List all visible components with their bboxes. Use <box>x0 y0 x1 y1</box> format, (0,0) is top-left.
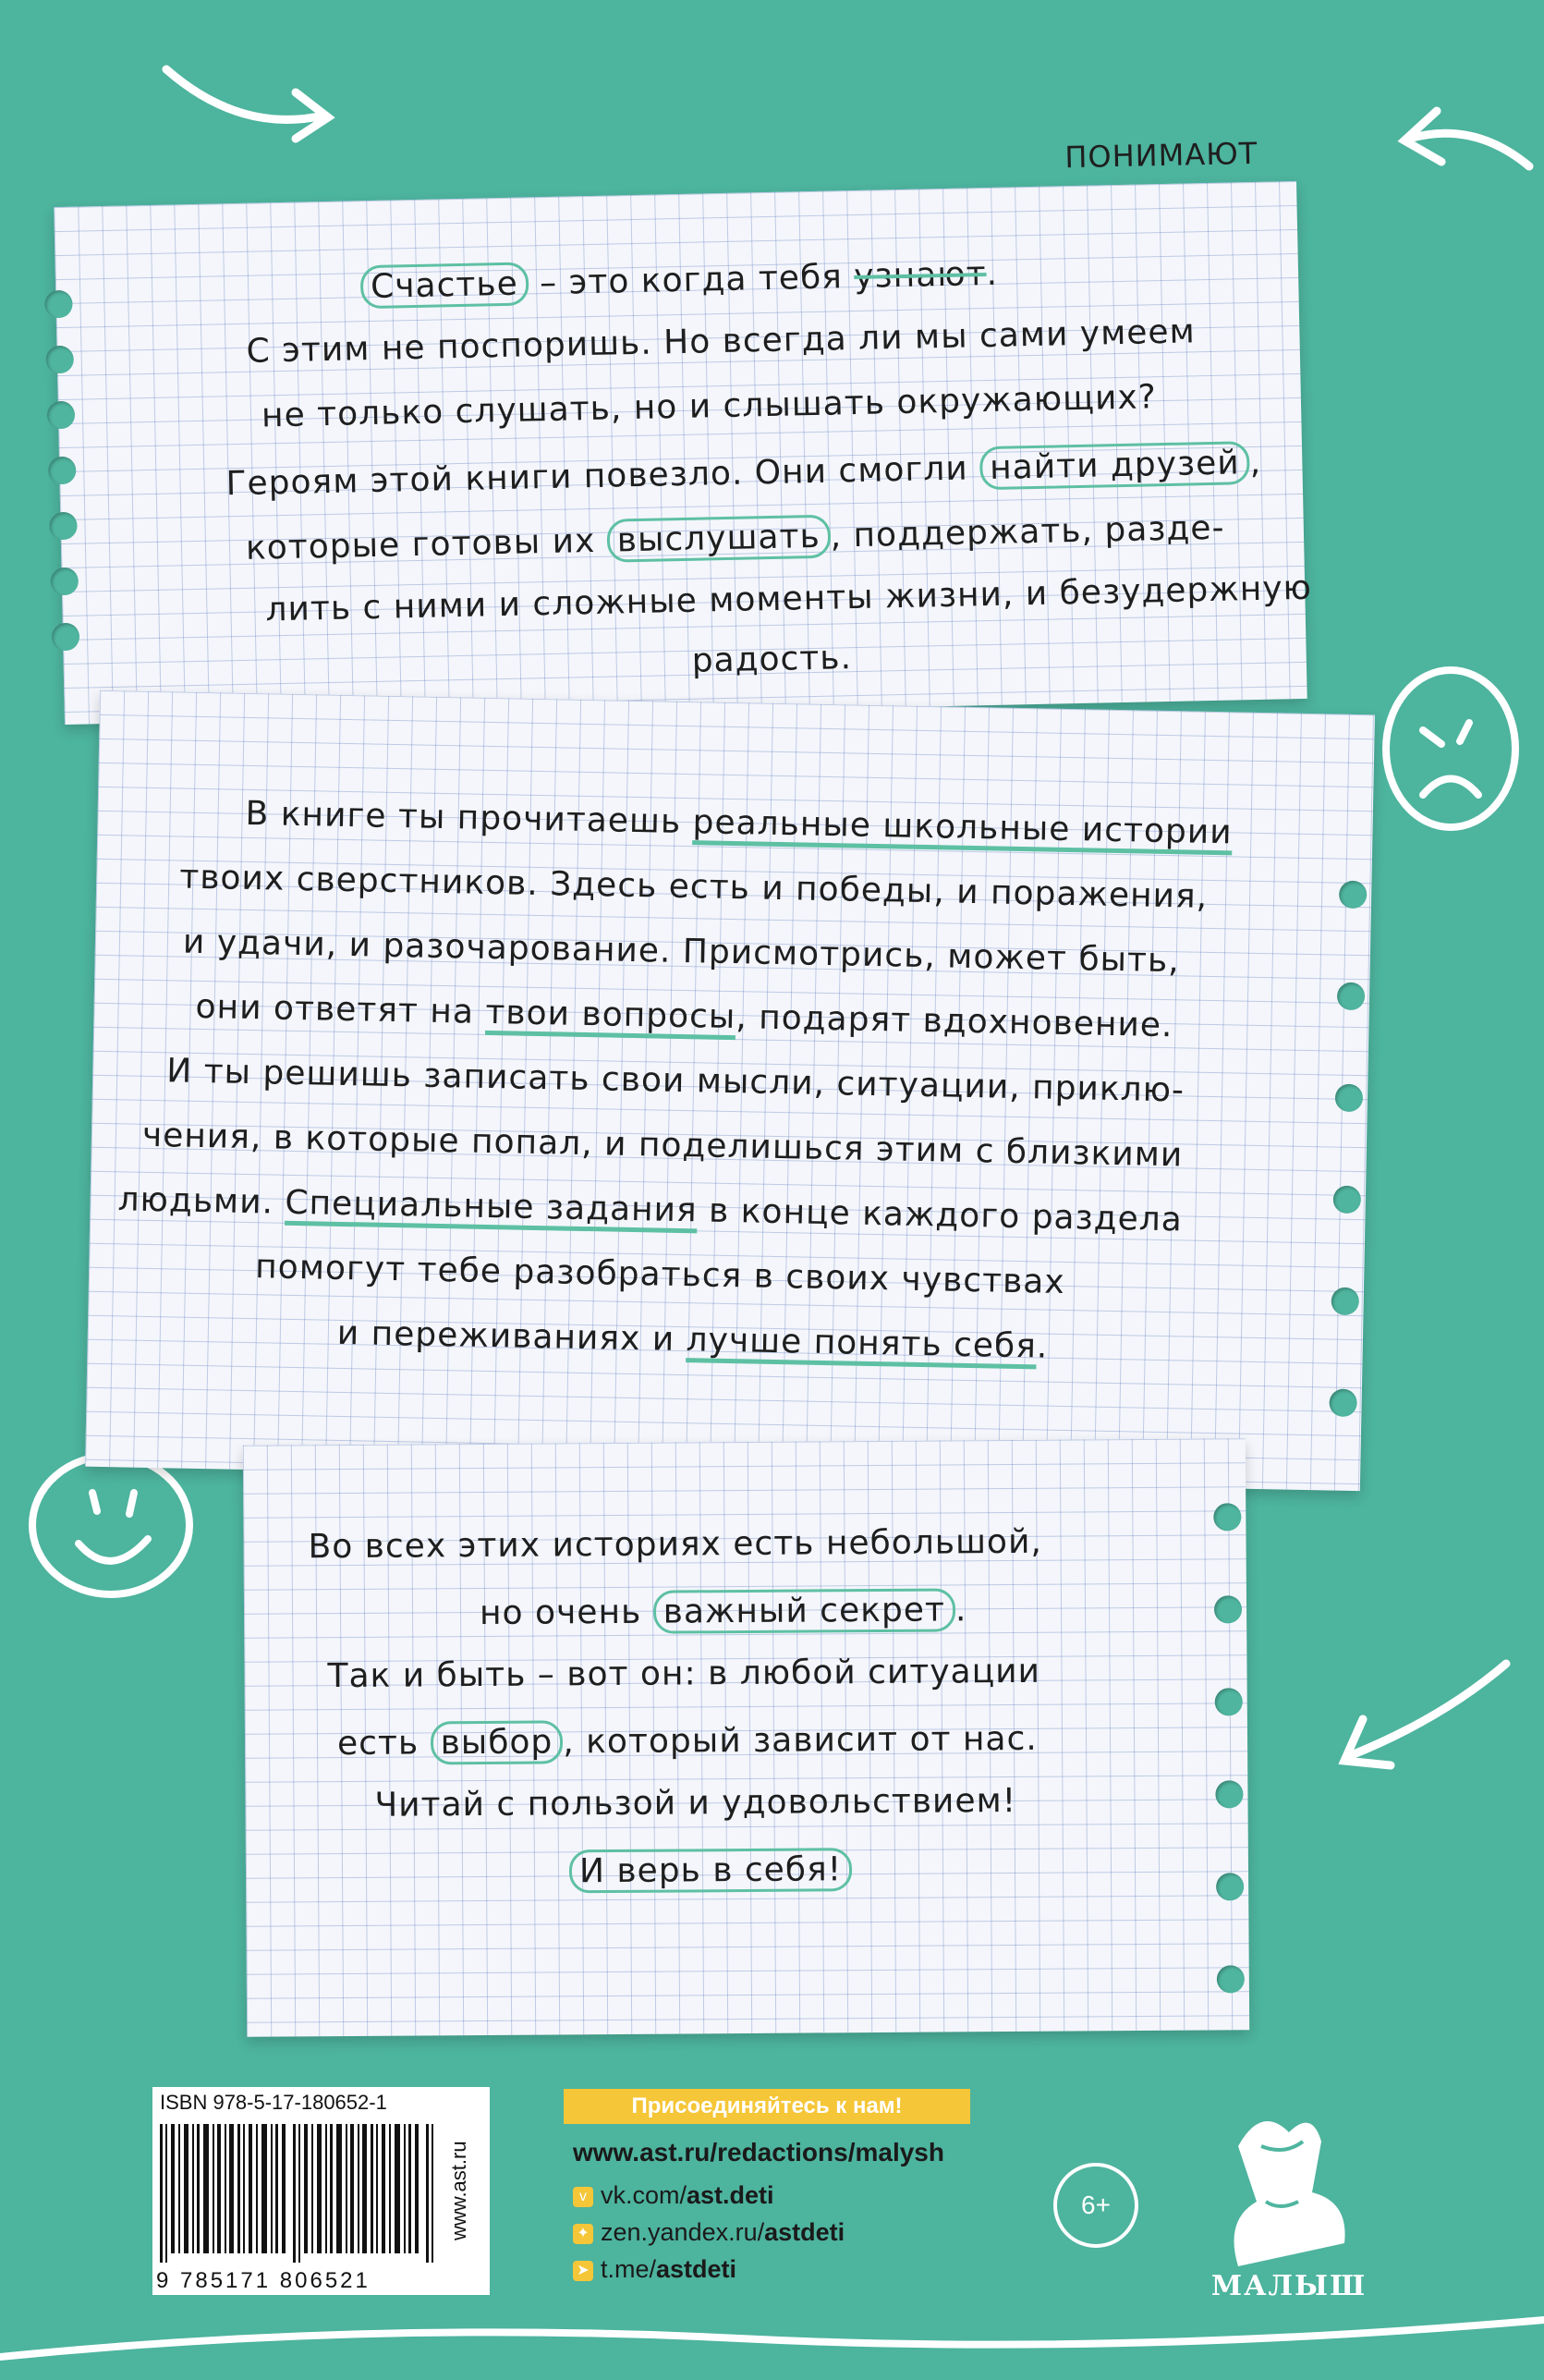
note2-line-9: и переживаниях и лучше понять себя. <box>336 1313 1049 1366</box>
note1-line-2: С этим не поспоришь. Но всегда ли мы сами умеем <box>246 312 1197 371</box>
publisher-site-link[interactable]: www.ast.ru/redactions/malysh <box>573 2138 944 2166</box>
note3-line-4: есть выбор , который зависит от нас. <box>337 1717 1038 1765</box>
note3-line-6 <box>569 1848 852 1893</box>
note3-line-1: Во всех этих историях есть небольшой, <box>308 1522 1042 1567</box>
note2-line-4: они ответят на твои вопросы, подарят вдохновение. <box>195 987 1173 1045</box>
telegram-icon: ➤ <box>573 2261 593 2281</box>
paper-note-secret <box>243 1438 1249 2037</box>
note3-line-2: но очень важный секрет . <box>480 1588 967 1635</box>
note1-line-6: лить с ними и сложные моменты жизни, и безудержную <box>265 568 1313 629</box>
note1-line-7: радость. <box>691 639 853 680</box>
note2-line-3: и удачи, и разочарование. Присмотрись, может быть, <box>182 922 1181 981</box>
underline-real-stories: реальные школьные истории <box>692 803 1234 852</box>
paper-note-happiness <box>54 135 1313 725</box>
chalk-arrow-top-left <box>157 51 342 153</box>
note1-line-4: Героям этой книги повезло. Они смогли найти друзей , <box>225 441 1261 506</box>
publisher-logo-icon <box>1173 2091 1404 2294</box>
struck-word: узнают <box>853 255 987 297</box>
age-rating-badge: 6+ <box>1053 2163 1138 2248</box>
note2-line-6: чения, в которые попал, и поделишься этим с близкими <box>141 1116 1184 1175</box>
join-us-badge: Присоединяйтесь к нам! <box>564 2089 970 2124</box>
publisher-site-vertical: www.ast.ru <box>447 2141 470 2241</box>
social-link-zen[interactable]: ✦ zen.yandex.ru/astdeti <box>573 2218 845 2247</box>
note2-line-1: В книге ты прочитаешь реальные школьные истории <box>245 794 1234 852</box>
zen-icon: ✦ <box>573 2224 593 2244</box>
correction-word: ПОНИМАЮТ <box>1064 135 1258 176</box>
barcode-digits: 9 785171 806521 <box>156 2268 371 2293</box>
chalk-arrow-bottom-right <box>1321 1645 1525 1784</box>
highlight-choice: выбор <box>430 1720 563 1764</box>
chalk-sad-face-icon <box>1368 656 1534 841</box>
paper-note-stories <box>85 690 1375 1491</box>
barcode-icon <box>160 2124 437 2263</box>
note2-line-2: твоих сверстников. Здесь есть и победы, и поражения, <box>178 858 1209 916</box>
note2-line-5: И ты решишь записать свои мысли, ситуации, приклю- <box>165 1052 1185 1110</box>
underline-understand-self: лучше понять себя <box>686 1321 1038 1366</box>
publisher-logo-text: МАЛЫШ <box>1210 2270 1368 2302</box>
note3-line-5: Читай с пользой и удовольствием! <box>374 1781 1017 1825</box>
note1-line-5: которые готовы их выслушать , поддержать, разде- <box>245 508 1225 568</box>
note1-line-1: Счастье – это когда тебя узнают. <box>360 252 999 309</box>
isbn-barcode-block <box>152 2087 490 2295</box>
social-link-vk[interactable]: v vk.com/ast.deti <box>573 2181 774 2210</box>
note2-line-8: помогут тебе разобраться в своих чувствах <box>254 1248 1066 1301</box>
social-link-telegram[interactable]: ➤ t.me/astdeti <box>573 2255 736 2284</box>
chalk-arrow-top-right <box>1391 102 1538 185</box>
underline-special-tasks: Специальные задания <box>285 1183 699 1230</box>
highlight-find-friends: найти друзей <box>979 441 1250 490</box>
note2-line-7: людьми. Специальные задания в конце каждого раздела <box>117 1180 1184 1239</box>
note1-line-3: не только слушать, но и слышать окружающих? <box>261 378 1158 435</box>
isbn-number: ISBN 978-5-17-180652-1 <box>160 2091 387 2114</box>
vk-icon: v <box>573 2187 593 2207</box>
highlight-happiness: Счастье <box>360 262 529 309</box>
underline-your-questions: твои вопросы <box>485 993 736 1037</box>
note3-line-3: Так и быть – вот он: в любой ситуации <box>327 1652 1041 1696</box>
highlight-believe-in-yourself: И верь в себя! <box>569 1848 852 1893</box>
highlight-important-secret: важный секрет <box>653 1588 955 1633</box>
highlight-listen: выслушать <box>606 515 831 563</box>
